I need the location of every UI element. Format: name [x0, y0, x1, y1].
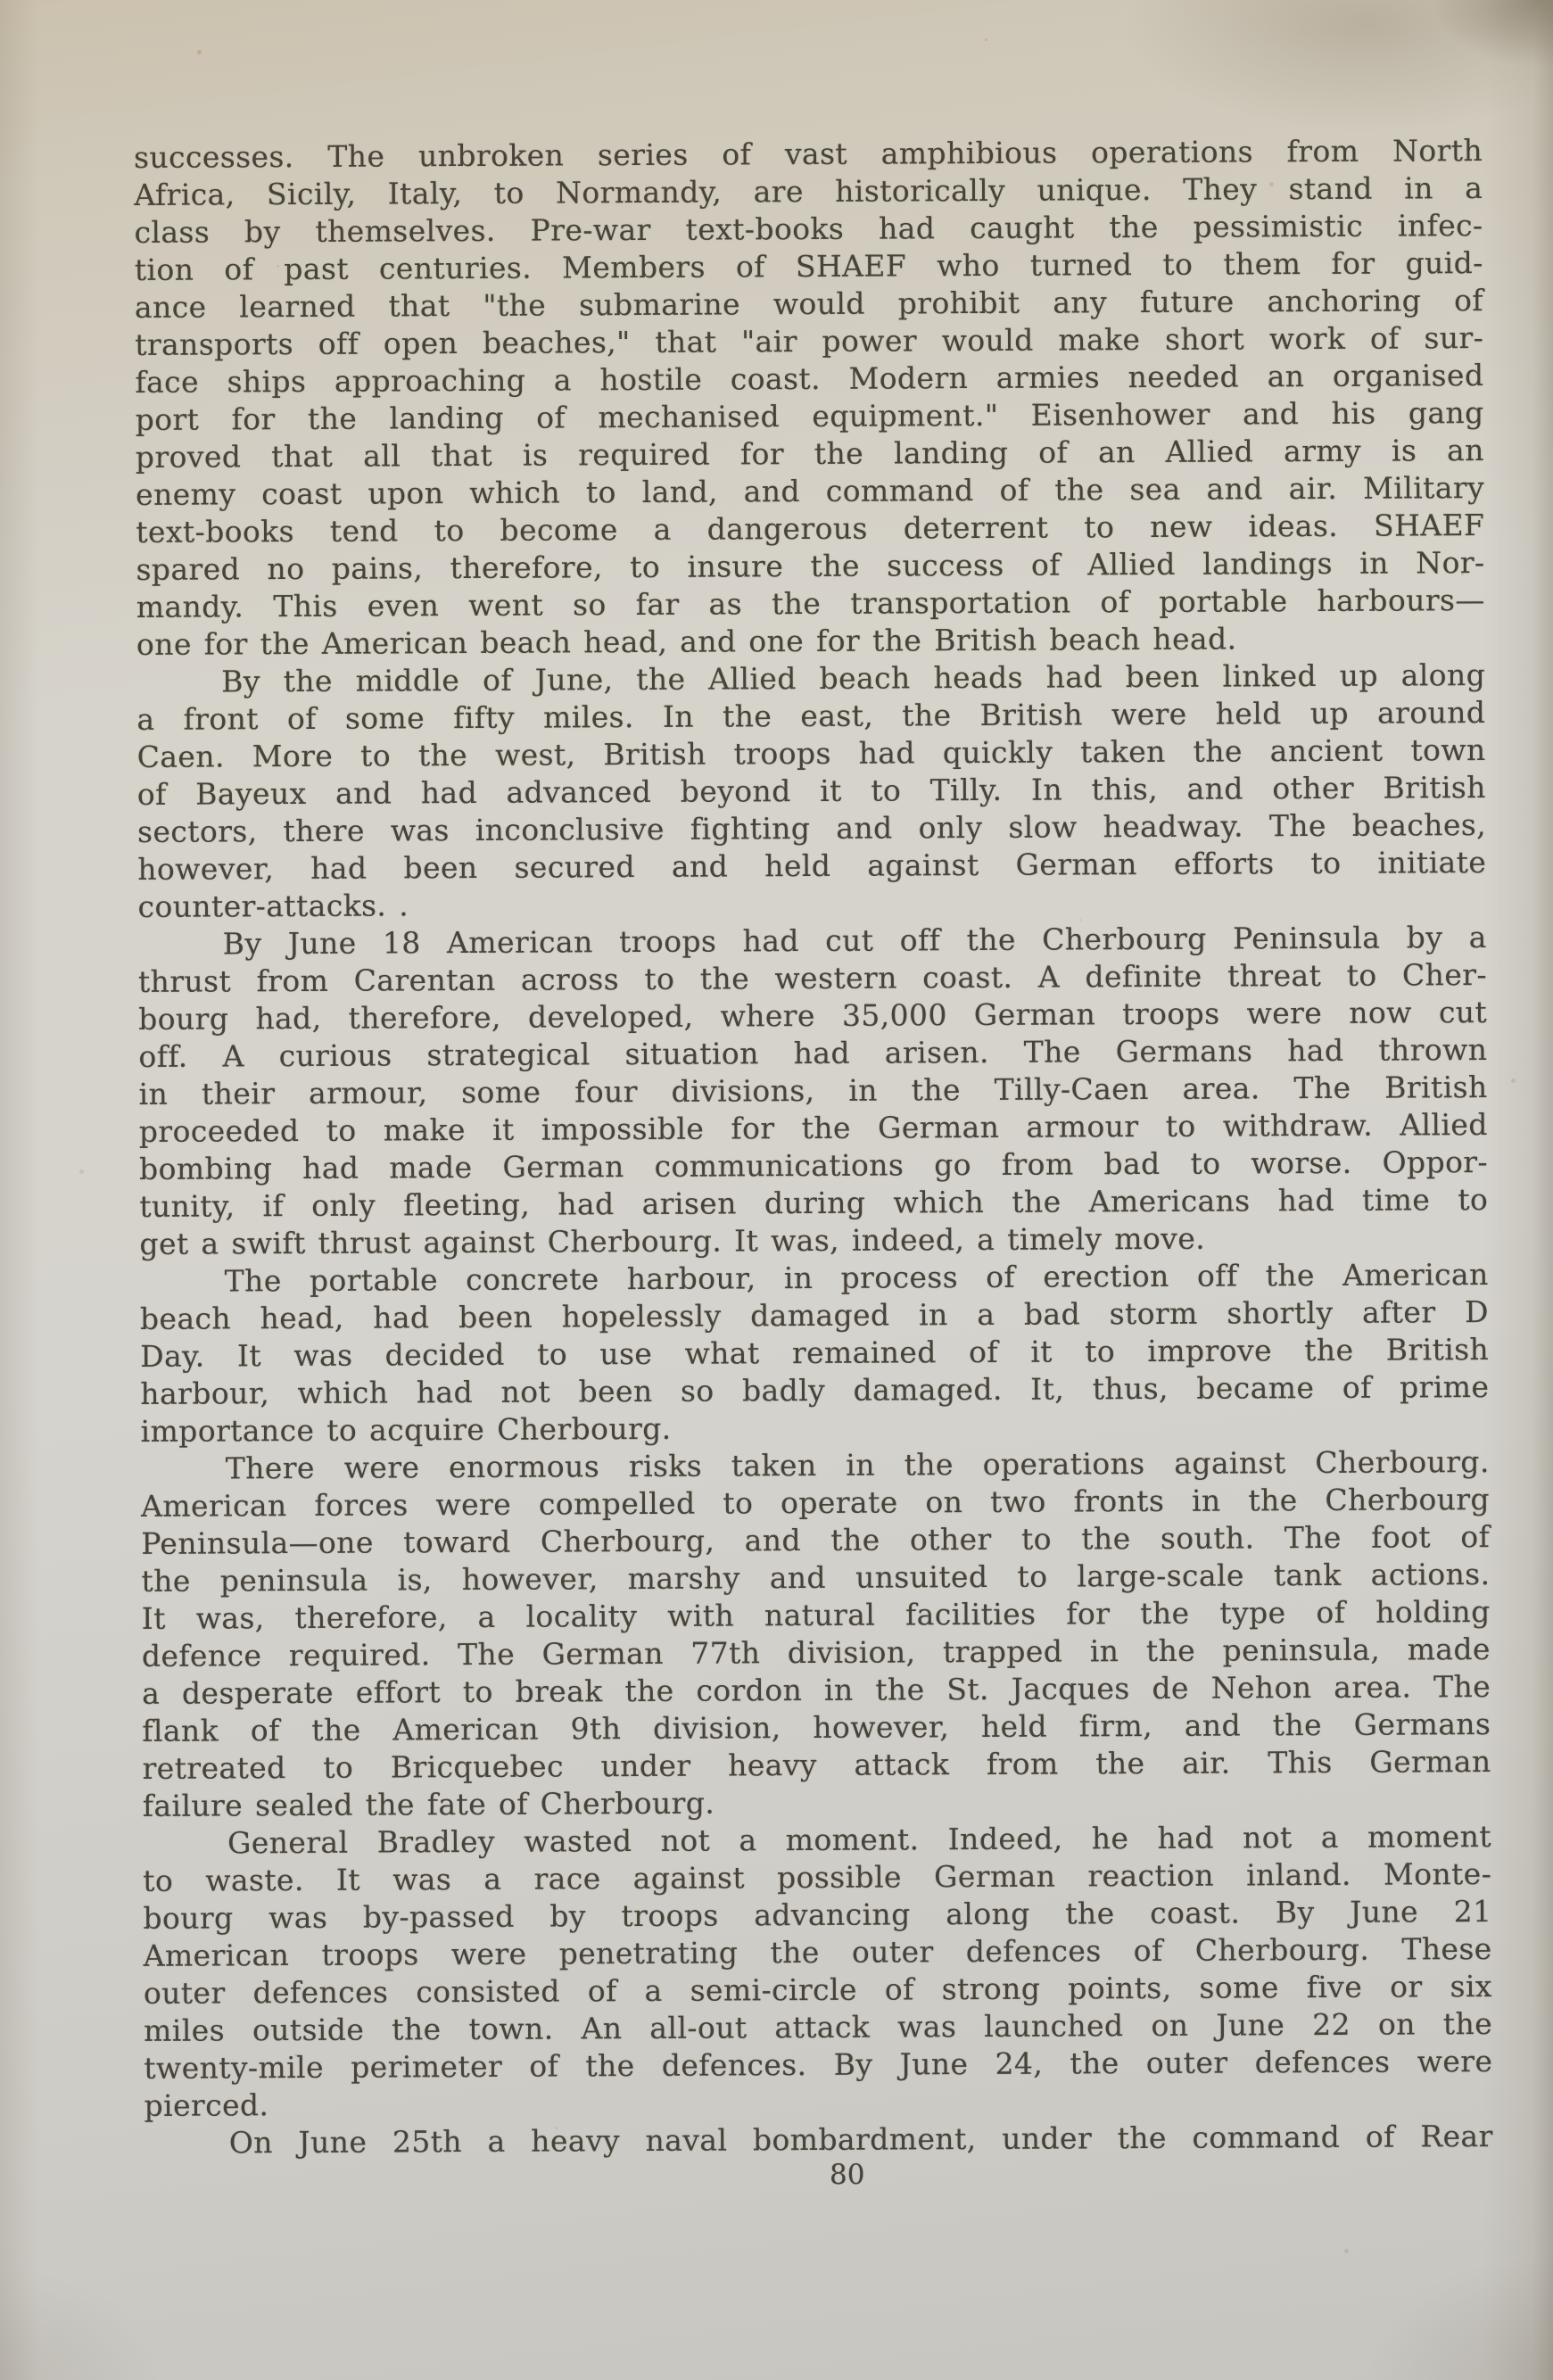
text-line: The portable concrete harbour, in process of erection off the American — [224, 1257, 1489, 1299]
text-line: port for the landing of mechanised equipment." Eisenhower and his gang — [135, 395, 1484, 437]
text-line: a front of some fifty miles. In the east, the British were held up around — [136, 695, 1486, 737]
text-line: thrust from Carentan across to the western coast. A definite threat to Cher- — [137, 957, 1488, 999]
paragraph — [140, 1256, 1490, 1450]
text-line: off. A curious strategical situation had arisen. The Germans had thrown — [138, 1032, 1488, 1074]
text-line: retreated to Bricquebec under heavy attack from the air. This German — [142, 1744, 1491, 1786]
text-line: successes. The unbroken series of vast amphibious operations from North — [134, 133, 1483, 175]
text-line: one for the American beach head, and one for the British beach head. — [136, 621, 1237, 662]
text-line: sectors, there was inconclusive fighting and only slow headway. The beaches, — [136, 807, 1487, 849]
paragraph — [141, 1443, 1491, 1825]
text-line: ance learned that "the submarine would prohibit any future anchoring of — [134, 283, 1484, 325]
text-line: It was, therefore, a locality with natural facilities for the type of holding — [141, 1594, 1491, 1636]
text-line: By June 18 American troops had cut off the Cherbourg Peninsula by a — [222, 920, 1487, 962]
text-line: a desperate effort to break the cordon in the St. Jacques de Nehon area. The — [142, 1669, 1491, 1711]
paragraph — [143, 1818, 1493, 2125]
text-line: of Bayeux and had advanced beyond it to Tilly. In this, and other British — [136, 770, 1486, 812]
paragraph — [134, 132, 1485, 664]
text-line: face ships approaching a hostile coast. Modern armies needed an organised — [135, 358, 1484, 400]
text-line: harbour, which had not been so badly damaged. It, thus, became of prime — [140, 1369, 1490, 1411]
text-line: American troops were penetrating the outer defences of Cherbourg. These — [143, 1931, 1492, 1973]
text-line: tion of past centuries. Members of SHAEF who turned to them for guid- — [134, 245, 1483, 287]
text-line: transports off open beaches," that "air power would make short work of sur- — [135, 320, 1484, 362]
paragraph — [145, 2118, 1493, 2162]
text-line: miles outside the town. An all-out attack was launched on June 22 on the — [144, 2006, 1493, 2048]
text-line: failure sealed the fate of Cherbourg. — [142, 1785, 715, 1823]
text-line: proceeded to make it impossible for the German armour to withdraw. Allied — [138, 1107, 1488, 1149]
text-line: bombing had made German communications go from bad to worse. Oppor- — [138, 1145, 1489, 1186]
text-line: proved that all that is required for the landing of an Allied army is an — [135, 433, 1484, 475]
text-line: get a swift thrust against Cherbourg. It was, indeed, a timely move. — [139, 1220, 1206, 1261]
text-line: beach head, had been hopelessly damaged in a bad storm shortly after D — [139, 1294, 1490, 1336]
text-line: By the middle of June, the Allied beach heads had been linked up along — [221, 657, 1486, 699]
text-line: spared no pains, therefore, to insure the success of Allied landings in Nor- — [136, 545, 1485, 587]
text-line: mandy. This even went so far as the transportation of portable harbours— — [136, 583, 1485, 624]
text-line: tunity, if only fleeting, had arisen during which the Americans had time to — [139, 1182, 1489, 1224]
text-line: enemy coast upon which to land, and command of the sea and air. Military — [135, 470, 1485, 512]
text-line: On June 25th a heavy naval bombardment, under the command of Rear — [228, 2119, 1493, 2161]
text-line: American forces were compelled to operate on two fronts in the Cherbourg — [140, 1482, 1491, 1524]
text-line: class by themselves. Pre-war text-books had caught the pessimistic infec- — [134, 208, 1483, 250]
text-line: however, had been secured and held against German efforts to initiate — [137, 845, 1487, 887]
text-line: in their armour, some four divisions, in the Tilly-Caen area. The British — [138, 1070, 1488, 1111]
text-line: There were enormous risks taken in the operations against Cherbourg. — [225, 1444, 1490, 1486]
paper-speckles — [0, 0, 3, 3]
paragraph — [136, 657, 1487, 926]
paragraph — [138, 919, 1489, 1263]
text-line: twenty-mile perimeter of the defences. By June 24, the outer defences were — [144, 2044, 1493, 2086]
text-line: the peninsula is, however, marshy and unsuited to large-scale tank actions. — [141, 1557, 1491, 1599]
page-number: 80 — [830, 2159, 865, 2191]
text-line: importance to acquire Cherbourg. — [140, 1410, 672, 1449]
text-line: bourg was by-passed by troops advancing along the coast. By June 21 — [143, 1894, 1492, 1936]
text-line: pierced. — [144, 2087, 269, 2123]
text-line: Peninsula—one toward Cherbourg, and the other to the south. The foot of — [141, 1519, 1491, 1561]
text-line: text-books tend to become a dangerous deterrent to new ideas. SHAEF — [136, 508, 1485, 550]
text-line: to waste. It was a race against possible German reaction inland. Monte- — [143, 1856, 1492, 1898]
text-line: Day. It was decided to use what remained of it to improve the British — [140, 1332, 1490, 1374]
text-line: General Bradley wasted not a moment. Indeed, he had not a moment — [227, 1819, 1492, 1861]
text-line: outer defences consisted of a semi-circle of strong points, some five or six — [143, 1969, 1492, 2011]
text-line: Africa, Sicily, Italy, to Normandy, are historically unique. They stand in a — [134, 170, 1483, 212]
text-line: bourg had, therefore, developed, where 35,000 German troops were now cut — [138, 995, 1488, 1037]
text-line: counter-attacks. . — [137, 888, 409, 924]
text-line: Caen. More to the west, British troops had quickly taken the ancient town — [136, 732, 1486, 774]
text-line: defence required. The German 77th division, trapped in the peninsula, made — [141, 1632, 1491, 1673]
text-block — [134, 132, 1493, 2162]
text-line: flank of the American 9th division, however, held firm, and the Germans — [142, 1706, 1491, 1748]
